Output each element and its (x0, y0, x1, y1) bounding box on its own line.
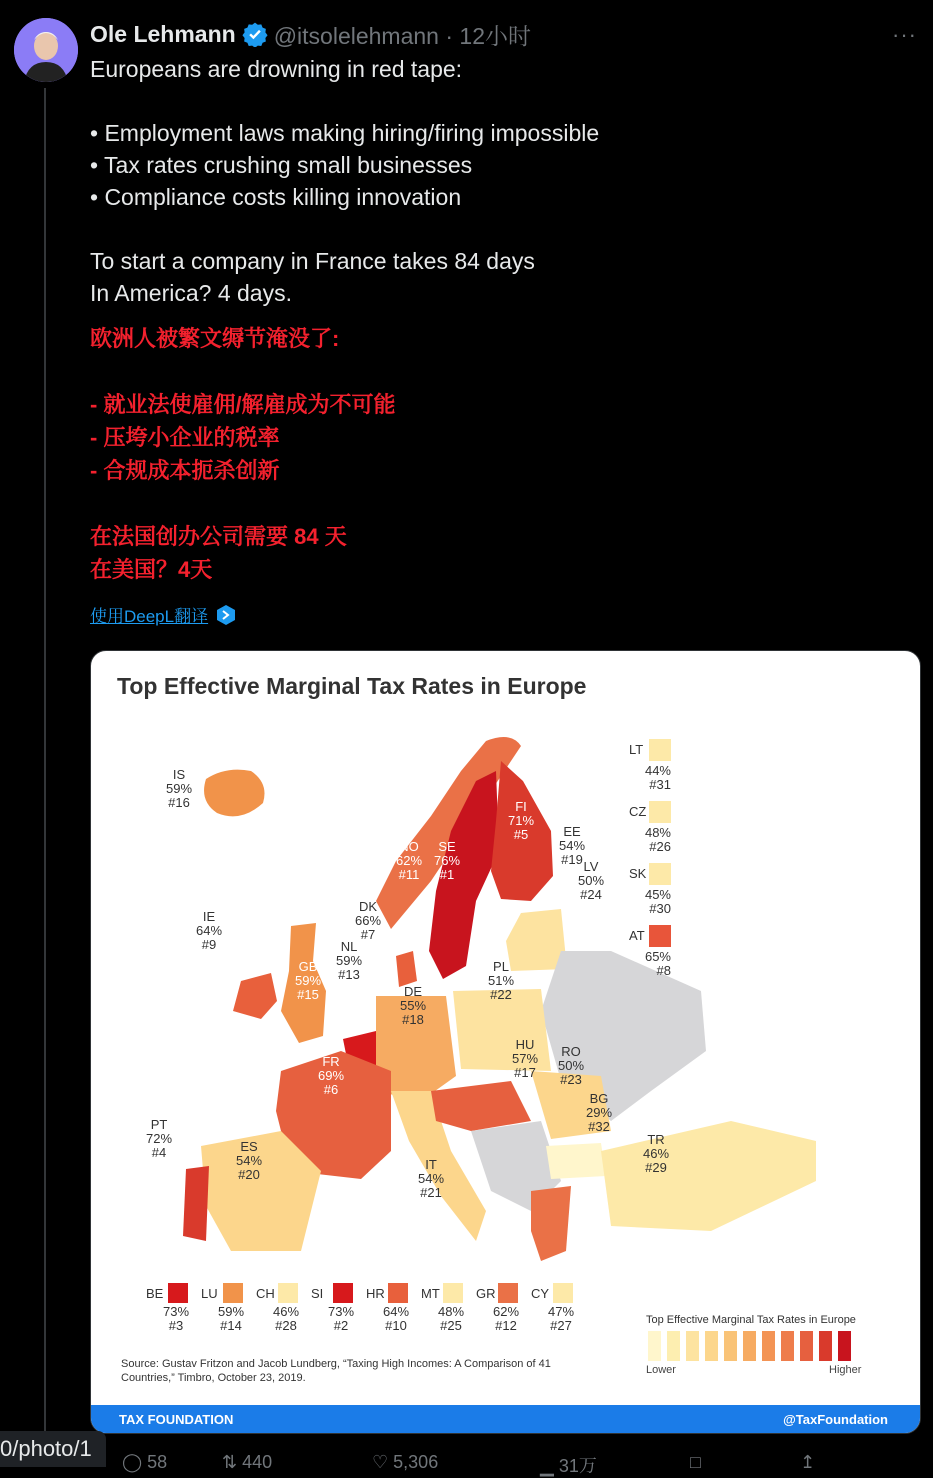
bottom-legend-item-gr (476, 1283, 519, 1333)
views-count: 31万 (558, 1456, 597, 1476)
scale-swatch (705, 1331, 718, 1361)
iceland-shape (204, 770, 264, 817)
bottom-legend-rank: #12 (495, 1318, 517, 1333)
english-text-line: • Compliance costs killing innovation (90, 184, 462, 210)
map-label-is (166, 767, 192, 810)
denmark-shape (396, 951, 417, 987)
footer-left: TAX FOUNDATION (119, 1412, 234, 1427)
english-text-line: Europeans are drowning in red tape: (90, 56, 463, 82)
map-label-rank: #23 (560, 1072, 582, 1087)
map-label-de (400, 984, 426, 1027)
bottom-legend-swatch (553, 1283, 573, 1303)
side-legend-swatch (649, 739, 671, 761)
bottom-legend-item-hr (366, 1283, 409, 1333)
ireland-shape (233, 973, 277, 1019)
reply-icon: ◯ (122, 1452, 143, 1472)
translation-text-line: 在法国创办公司需要 84 天 (90, 524, 347, 549)
bottom-legend-item-si (311, 1283, 354, 1333)
map-label-nl (336, 939, 362, 982)
map-label-pt (146, 1117, 172, 1160)
translate-link[interactable] (90, 602, 236, 627)
side-legend-rate: 45% (644, 887, 671, 902)
bottom-legend-rate: 59% (217, 1304, 245, 1319)
bottom-legend-rate: 46% (272, 1304, 300, 1319)
bottom-legend-code: GR (476, 1286, 496, 1301)
side-legend-item-sk (629, 863, 671, 916)
views-icon: ▁ (540, 1456, 554, 1476)
map-label-rate: 54% (558, 838, 586, 853)
portugal-shape (183, 1166, 209, 1241)
map-label-rate: 62% (395, 853, 423, 868)
map-label-code: SE (438, 839, 456, 854)
side-legend-rate: 48% (644, 825, 671, 840)
map-label-rank: #19 (561, 852, 583, 867)
side-legend-code: AT (629, 928, 645, 943)
bottom-legend-swatch (388, 1283, 408, 1303)
greece-shape (531, 1186, 571, 1261)
bottom-legend-swatch (443, 1283, 463, 1303)
bottom-legend-rank: #25 (440, 1318, 462, 1333)
translate-link-label[interactable]: 使用DeepL翻译 (90, 607, 209, 626)
repost-count: 440 (242, 1452, 273, 1472)
map-label-rank: #20 (238, 1167, 260, 1182)
scale-swatch (819, 1331, 832, 1361)
map-label-ie (196, 909, 222, 952)
map-label-code: IT (425, 1157, 437, 1172)
europe-tax-map (91, 651, 920, 1433)
repost-button[interactable] (222, 1452, 272, 1473)
map-label-code: LV (583, 859, 599, 874)
bulgaria-shape (546, 1143, 606, 1179)
bottom-legend-swatch (333, 1283, 353, 1303)
map-label-rate: 59% (165, 781, 193, 796)
map-label-code: DK (358, 899, 378, 914)
bottom-legend-rank: #28 (275, 1318, 297, 1333)
side-legend-item-cz (629, 801, 671, 854)
map-label-code: RO (561, 1044, 581, 1059)
image-footer (91, 1405, 920, 1433)
austria-hungary-shape (431, 1081, 531, 1131)
map-label-code: ES (240, 1139, 258, 1154)
like-count: 5,306 (393, 1452, 439, 1472)
author-name[interactable]: Ole Lehmann (90, 20, 236, 47)
side-legend-code: LT (629, 742, 644, 757)
side-legend-rank: #8 (656, 963, 671, 978)
bottom-legend-rate: 47% (547, 1304, 575, 1319)
side-legend-code: CZ (629, 804, 647, 819)
map-label-rate: 51% (487, 973, 515, 988)
bottom-legend-item-ch (256, 1283, 299, 1333)
map-label-rate: 50% (557, 1058, 585, 1073)
post-image[interactable] (90, 650, 921, 1434)
scale-high-label: Higher (829, 1364, 862, 1376)
map-label-rate: 50% (577, 873, 605, 888)
map-label-rank: #16 (168, 795, 190, 810)
map-label-rate: 71% (507, 813, 535, 828)
map-label-rank: #13 (338, 967, 360, 982)
more-options-icon[interactable]: ··· (892, 22, 917, 47)
map-label-code: PL (493, 959, 509, 974)
side-legend-rate: 65% (644, 949, 671, 964)
map-label-rank: #22 (490, 987, 512, 1002)
bottom-legend-rank: #10 (385, 1318, 407, 1333)
map-label-rate: 54% (417, 1171, 445, 1186)
bottom-legend-item-mt (421, 1283, 464, 1333)
scale-swatch (762, 1331, 775, 1361)
map-label-code: DE (403, 984, 423, 999)
bottom-legend-code: CH (256, 1286, 275, 1301)
bottom-legend-item-be (146, 1283, 189, 1333)
scale-title: Top Effective Marginal Tax Rates in Europe (646, 1314, 856, 1326)
bottom-legend-code: HR (366, 1286, 385, 1301)
side-legend-swatch (649, 863, 671, 885)
post-header (90, 18, 531, 50)
map-label-rank: #15 (297, 987, 319, 1002)
scale-swatch (781, 1331, 794, 1361)
avatar[interactable] (14, 18, 78, 82)
english-text-line: To start a company in France takes 84 days (90, 248, 535, 274)
bottom-legend-swatch (498, 1283, 518, 1303)
bottom-legend-swatch (168, 1283, 188, 1303)
bottom-legend-rank: #27 (550, 1318, 572, 1333)
map-label-rate: 72% (145, 1131, 173, 1146)
map-label-dk (355, 899, 381, 942)
share-icon[interactable]: ↥ (800, 1452, 816, 1472)
map-label-rate: 46% (642, 1146, 670, 1161)
map-label-code: FI (515, 799, 527, 814)
map-label-rank: #9 (201, 937, 217, 952)
side-legend-rate: 44% (644, 763, 671, 778)
reply-button[interactable] (122, 1452, 167, 1473)
map-label-rank: #18 (402, 1012, 424, 1027)
map-label-rate: 59% (294, 973, 322, 988)
bottom-legend-rate: 62% (492, 1304, 520, 1319)
avatar-image (14, 18, 78, 82)
map-label-rank: #17 (514, 1065, 536, 1080)
translation-text-line: 在美国？4天 (90, 557, 213, 582)
map-label-rank: #6 (323, 1082, 339, 1097)
bottom-legend-code: LU (201, 1286, 218, 1301)
bottom-legend-rate: 64% (382, 1304, 410, 1319)
map-label-rate: 54% (235, 1153, 263, 1168)
reply-count: 58 (147, 1452, 168, 1472)
english-text-line: • Employment laws making hiring/firing impossible (90, 120, 600, 146)
bottom-legend-swatch (278, 1283, 298, 1303)
map-label-code: NO (399, 839, 419, 854)
map-label-code: PT (150, 1117, 168, 1132)
map-label-rank: #29 (645, 1160, 667, 1175)
thread-line (44, 88, 46, 1438)
bottom-legend-item-lu (201, 1283, 244, 1333)
map-label-code: IE (202, 909, 216, 924)
english-text-line: In America? 4 days. (90, 280, 292, 306)
map-label-rank: #5 (513, 827, 529, 842)
bottom-legend-swatch (223, 1283, 243, 1303)
scale-swatch (743, 1331, 756, 1361)
bottom-legend-code: BE (146, 1286, 164, 1301)
map-label-rate: 69% (317, 1068, 345, 1083)
map-label-rate: 29% (585, 1105, 613, 1120)
turkey-shape (601, 1121, 816, 1231)
side-legend-swatch (649, 925, 671, 947)
scale-low-label: Lower (646, 1364, 676, 1376)
bottom-legend-code: CY (531, 1286, 550, 1301)
bookmark-icon[interactable]: □ (690, 1452, 701, 1472)
map-label-rank: #32 (588, 1119, 610, 1134)
map-label-code: TR (647, 1132, 665, 1147)
bottom-legend-rank: #2 (333, 1318, 349, 1333)
scale-swatch (800, 1331, 813, 1361)
bottom-legend-item-cy (531, 1283, 574, 1333)
translation-text-line: - 压垮小企业的税率 (90, 425, 280, 450)
scale-swatch (724, 1331, 737, 1361)
author-handle-time[interactable]: @itsolelehmann · 12小时 (273, 22, 531, 49)
like-button[interactable] (372, 1452, 438, 1473)
side-legend-rank: #26 (649, 839, 671, 854)
bottom-legend-rate: 73% (162, 1304, 190, 1319)
map-label-code: BG (589, 1091, 609, 1106)
map-label-code: HU (515, 1037, 535, 1052)
map-label-code: GB (298, 959, 318, 974)
map-label-rate: 64% (195, 923, 223, 938)
side-legend-code: SK (629, 866, 647, 881)
deepl-icon (216, 604, 236, 626)
scale-swatch (648, 1331, 661, 1361)
map-label-gb (295, 959, 321, 1002)
bottom-legend-rate: 73% (327, 1304, 355, 1319)
translation-text-line: - 就业法使雇佣/解雇成为不可能 (90, 392, 396, 417)
side-legend-rank: #31 (649, 777, 671, 792)
status-url: 0/photo/1 (0, 1431, 106, 1467)
bottom-legend-code: MT (421, 1286, 440, 1301)
map-label-rank: #4 (151, 1145, 167, 1160)
map-label-ee (559, 824, 585, 867)
side-legend-swatch (649, 801, 671, 823)
map-label-rate: 57% (511, 1051, 539, 1066)
map-title: Top Effective Marginal Tax Rates in Europe (117, 673, 587, 699)
bottom-legend-rank: #3 (168, 1318, 184, 1333)
views-button[interactable] (540, 1452, 597, 1478)
map-label-code: EE (563, 824, 581, 839)
map-label-code: FR (322, 1054, 340, 1069)
map-label-rank: #24 (580, 887, 602, 902)
map-label-rank: #7 (360, 927, 376, 942)
map-label-rank: #11 (398, 867, 420, 882)
verified-badge-icon (242, 21, 268, 47)
map-label-rate: 66% (354, 913, 382, 928)
bottom-legend-code: SI (311, 1286, 324, 1301)
source-note: Source: Gustav Fritzon and Jacob Lundberg, “Taxing High Incomes: A Comparison of 41 Countries,” Timbro, October 23, 2019. (121, 1358, 551, 1384)
map-label-rate: 55% (399, 998, 427, 1013)
repost-icon: ⇅ (222, 1452, 238, 1472)
map-label-rate: 59% (335, 953, 363, 968)
bottom-legend-rank: #14 (220, 1318, 242, 1333)
side-legend-item-lt (629, 739, 671, 792)
heart-icon: ♡ (372, 1452, 389, 1472)
bottom-legend-rate: 48% (437, 1304, 465, 1319)
map-label-no (396, 839, 422, 882)
translation-text-line: - 合规成本扼杀创新 (90, 458, 280, 483)
scale-swatch (838, 1331, 851, 1361)
map-label-code: IS (172, 767, 186, 782)
map-label-rank: #21 (420, 1185, 442, 1200)
english-text-line: • Tax rates crushing small businesses (90, 152, 473, 178)
map-label-ro (558, 1044, 584, 1087)
map-label-code: NL (340, 939, 358, 954)
side-legend-rank: #30 (649, 901, 671, 916)
scale-swatch (686, 1331, 699, 1361)
map-label-rank: #1 (439, 867, 455, 882)
footer-right: @TaxFoundation (783, 1412, 888, 1427)
scale-swatch (667, 1331, 680, 1361)
map-label-rate: 76% (433, 853, 461, 868)
translation-text-line: 欧洲人被繁文缛节淹没了: (90, 326, 340, 351)
